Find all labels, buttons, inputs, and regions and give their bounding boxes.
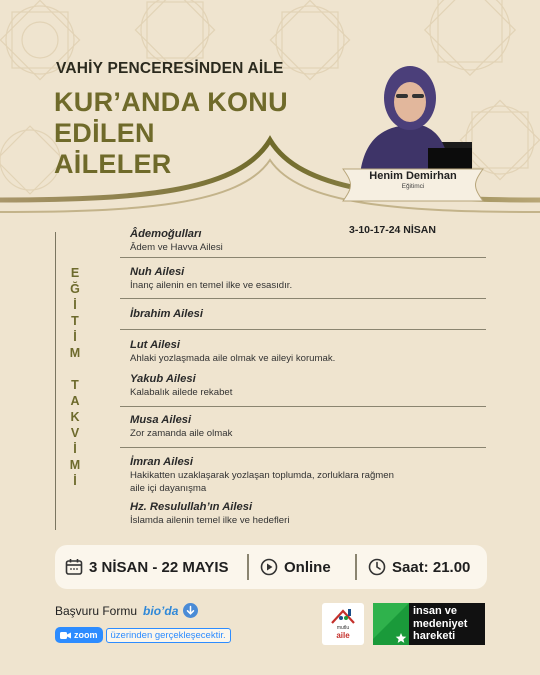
- label-letter: Ğ: [70, 282, 80, 296]
- schedule-item-desc: aile içi dayanışma: [130, 483, 207, 494]
- schedule-item-desc: Âdem ve Havva Ailesi: [130, 242, 223, 253]
- session-time: Saat: 21.00: [392, 558, 471, 576]
- schedule-item-desc: Hakikatten uzaklaşarak yozlaşan toplumda, zorluklara rağmen: [130, 470, 394, 481]
- logo2-line3: hareketi: [413, 630, 456, 642]
- schedule-item-title: Âdemoğulları: [130, 228, 202, 240]
- divider: [247, 554, 249, 580]
- schedule-item: [120, 258, 486, 299]
- info-bar: [55, 545, 487, 589]
- label-letter: İ: [73, 474, 77, 488]
- label-gap: [65, 361, 85, 377]
- schedule-item-desc: İslamda ailenin temel ilke ve hedefleri: [130, 515, 290, 526]
- schedule-item-title: Yakub Ailesi: [130, 373, 196, 385]
- schedule-item-desc: İnanç ailenin en temel ilke ve esasıdır.: [130, 280, 293, 291]
- label-letter: A: [70, 394, 80, 408]
- insan-medeniyet-logo: [373, 603, 485, 645]
- zoom-info: [55, 627, 231, 643]
- label-letter: T: [71, 314, 79, 328]
- zoom-text: üzerinden gerçekleşecektir.: [106, 628, 231, 643]
- label-letter: M: [69, 458, 81, 472]
- date-range-item: [65, 545, 229, 589]
- instructor-info: [343, 170, 483, 190]
- mode-online: Online: [284, 558, 331, 576]
- schedule-item-title: İmran Ailesi: [130, 456, 194, 468]
- label-letter: İ: [73, 442, 77, 456]
- instructor-photo: [340, 52, 475, 174]
- logo2-line2: medeniyet: [413, 617, 468, 630]
- title-line-2: AİLELER: [54, 149, 172, 179]
- label-letter: İ: [73, 298, 77, 312]
- timeline-line: [55, 232, 56, 530]
- title-line-1: KUR’ANDA KONU EDİLEN: [54, 87, 288, 148]
- schedule-item-desc: Ahlaki yozlaşmada aile olmak ve aileyi korumak.: [130, 353, 336, 364]
- session-dates: 3-10-17-24 NİSAN: [349, 224, 436, 236]
- label-letter: K: [70, 410, 80, 424]
- schedule-item-title: Nuh Ailesi: [130, 266, 185, 278]
- form-label: Başvuru Formu: [55, 603, 138, 618]
- program-subtitle: VAHİY PENCERESİNDEN AİLE: [56, 60, 284, 77]
- application-form: [55, 603, 198, 618]
- logo2-mark: [373, 603, 409, 645]
- bio-link[interactable]: bio’da: [143, 603, 179, 618]
- logo2-text: [409, 603, 485, 645]
- label-letter: İ: [73, 330, 77, 344]
- arrow-down-icon: [183, 603, 198, 618]
- mode-item: [260, 545, 331, 589]
- video-camera-icon: [60, 631, 71, 640]
- calendar-icon: [65, 558, 83, 576]
- logo1-top: mutlu: [336, 625, 350, 631]
- label-letter: M: [69, 346, 81, 360]
- logo2-line1: insan ve: [413, 605, 458, 617]
- mutlu-aile-logo: [322, 603, 364, 645]
- schedule-item-desc: Kalabalık ailede rekabet: [130, 387, 233, 398]
- label-letter: V: [70, 426, 80, 440]
- schedule-item-desc: Zor zamanda aile olmak: [130, 428, 233, 439]
- schedule-item-title: Musa Ailesi: [130, 414, 192, 426]
- clock-icon: [368, 558, 386, 576]
- date-range: 3 NİSAN - 22 MAYIS: [89, 558, 229, 576]
- schedule-item-title: Hz. Resulullah’ın Ailesi: [130, 501, 253, 513]
- schedule-list: [120, 224, 486, 527]
- instructor-name: Henim Demirhan: [369, 170, 457, 182]
- schedule-item: [120, 299, 486, 330]
- schedule-item: [120, 407, 486, 448]
- play-icon: [260, 558, 278, 576]
- crescent-star-icon: [373, 603, 409, 645]
- vertical-label: [65, 265, 85, 489]
- zoom-label: zoom: [74, 630, 98, 640]
- zoom-logo: [55, 627, 103, 643]
- program-title: [54, 87, 374, 180]
- schedule-item-group: [120, 330, 486, 407]
- logo1-main: aile: [336, 631, 350, 640]
- house-icon: [322, 603, 364, 625]
- label-letter: E: [70, 266, 80, 280]
- schedule-item-group: [120, 448, 486, 527]
- divider: [355, 554, 357, 580]
- schedule-item: [120, 224, 486, 258]
- logo1-text: [322, 625, 364, 640]
- label-letter: T: [71, 378, 79, 392]
- schedule-item-title: Lut Ailesi: [130, 339, 180, 351]
- schedule-item-title: İbrahim Ailesi: [130, 308, 203, 320]
- time-item: [368, 545, 470, 589]
- instructor-role: Eğitimci: [401, 183, 425, 190]
